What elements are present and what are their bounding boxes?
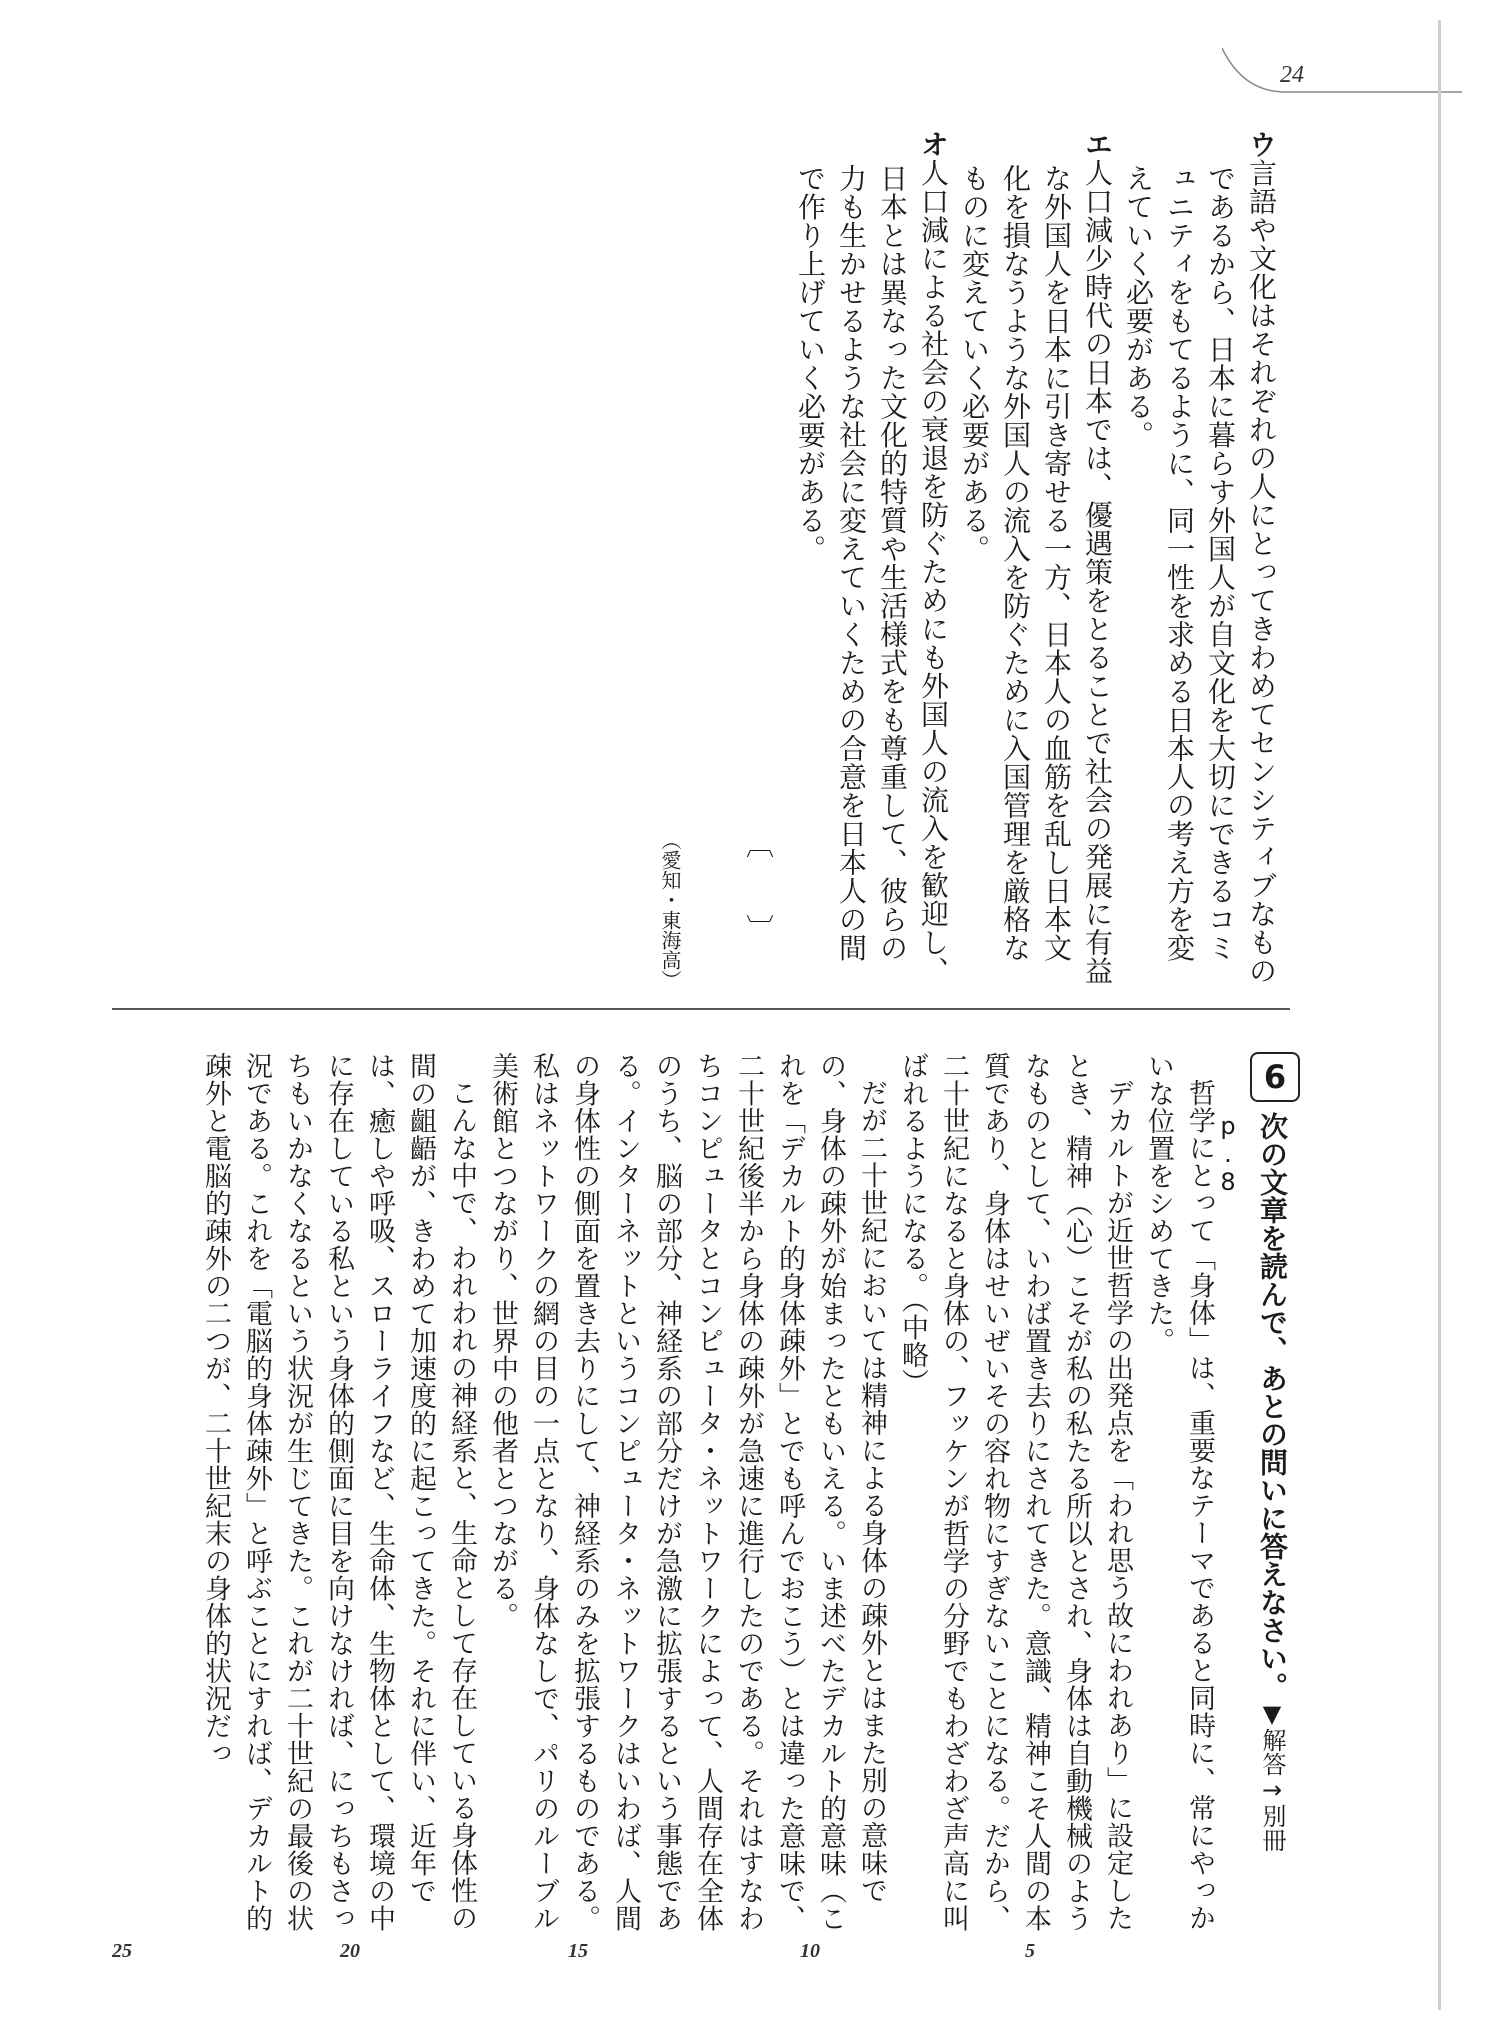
question-number: 6 [1250,1052,1300,1102]
answer-bracket: 〔 〕 [742,830,775,942]
line-numbers [0,1940,1500,1970]
page-tab-curve [1222,48,1462,108]
passage-text [195,1052,1220,1932]
section-divider [112,1008,1290,1010]
choice-text: 人口減少時代の日本では、優遇策をとることで社会の発展に有益な外国人を日本に引き寄せる一方、日本人の血筋を乱し日本文化を損なうような外国人の流入を防ぐために入国管理を厳格なものに変えていく必要がある。 [958,158,1114,985]
answer-reference: ▼解答→別冊 p.8 [1214,1112,1286,1852]
question-instruction: 次の文章を読んで、あとの問いに答えなさい。 [1256,1112,1289,1700]
passage-paragraph: だが二十世紀においては精神による身体の疎外とはまた別の意味での、身体の疎外が始まったともいえる。いま述べたデカルト的意味（これを「デカルト的身体疎外」とでも呼んでおこう）とは違った意味で、二十世紀後半から身体の疎外が急速に進行したのである。それはすなわちコンピュータとコンピュータ・ネットワークによって、人間存在全体のうち、脳の部分、神経系の部分だけが急激に拡張するという事態である。インターネットというコンピュータ・ネットワークはいわば、人間の身体性の側面を置き去りにして、神経系のみを拡張するものである。私はネットワークの網の目の一点となり、身体なしで、パリのルーブル美術館とつながり、世界中の他者とつながる。 [487,1052,887,1932]
page-number: 24 [1280,62,1304,88]
choice-mark: オ [917,130,950,159]
choice-u [1118,130,1282,990]
line-number: 10 [800,1940,820,1962]
line-number: 5 [1025,1940,1035,1962]
choice-mark: エ [1081,130,1114,159]
source-citation: （愛知・東海高） [658,830,682,990]
choice-mark: ウ [1245,130,1278,159]
choice-text: 言語や文化はそれぞれの人にとってきわめてセンシティブなものであるから、日本に暮らす外国人が自文化を大切にできるコミュニティをもてるように、同一性を求める日本人の考え方を変えていく必要がある。 [1122,158,1278,985]
line-number: 25 [112,1940,132,1962]
answer-choices [790,130,1282,990]
line-number: 15 [568,1940,588,1962]
passage-paragraph: こんな中で、われわれの神経系と、生命として存在している身体性の間の齟齬が、きわめて加速度的に起こってきた。それに伴い、近年では、癒しや呼吸、スローライフなど、生命体、生物体として、環境の中に存在している私という身体的側面に目を向けなければ、にっちもさっちもいかなくなるという状況が生じてきた。これが二十世紀の最後の状況である。これを「電脳的身体疎外」と呼ぶことにすれば、デカルト的疎外と電脳的疎外の二つが、二十世紀末の身体的状況だっ [200,1052,477,1932]
page-edge-rule [1438,20,1441,2010]
choice-text: 人口減による社会の衰退を防ぐためにも外国人の流入を歓迎し、日本とは異なった文化的特質や生活様式をも尊重して、彼らの力も生かせるような社会に変えていくための合意を日本人の間で作り上げていく必要がある。 [794,158,950,985]
choice-o [790,130,954,990]
passage-paragraph: デカルトが近世哲学の出発点を「われ思う故にわれあり」に設定したとき、精神（心）こそが私の私たる所以とされ、身体は自動機械のようなものとして、いわば置き去りにされてきた。意識、精神こそ人間の本質であり、身体はせいぜいその容れ物にすぎないことになる。だから、二十世紀になると身体の、フッケンが哲学の分野でもわざわざ声高に叫ばれるようになる。（中略） [897,1052,1133,1932]
passage-paragraph: 哲学にとって「身体」は、重要なテーマであると同時に、常にやっかいな位置をシめてきた。 [1143,1052,1215,1932]
line-number: 20 [340,1940,360,1962]
choice-e [954,130,1118,990]
